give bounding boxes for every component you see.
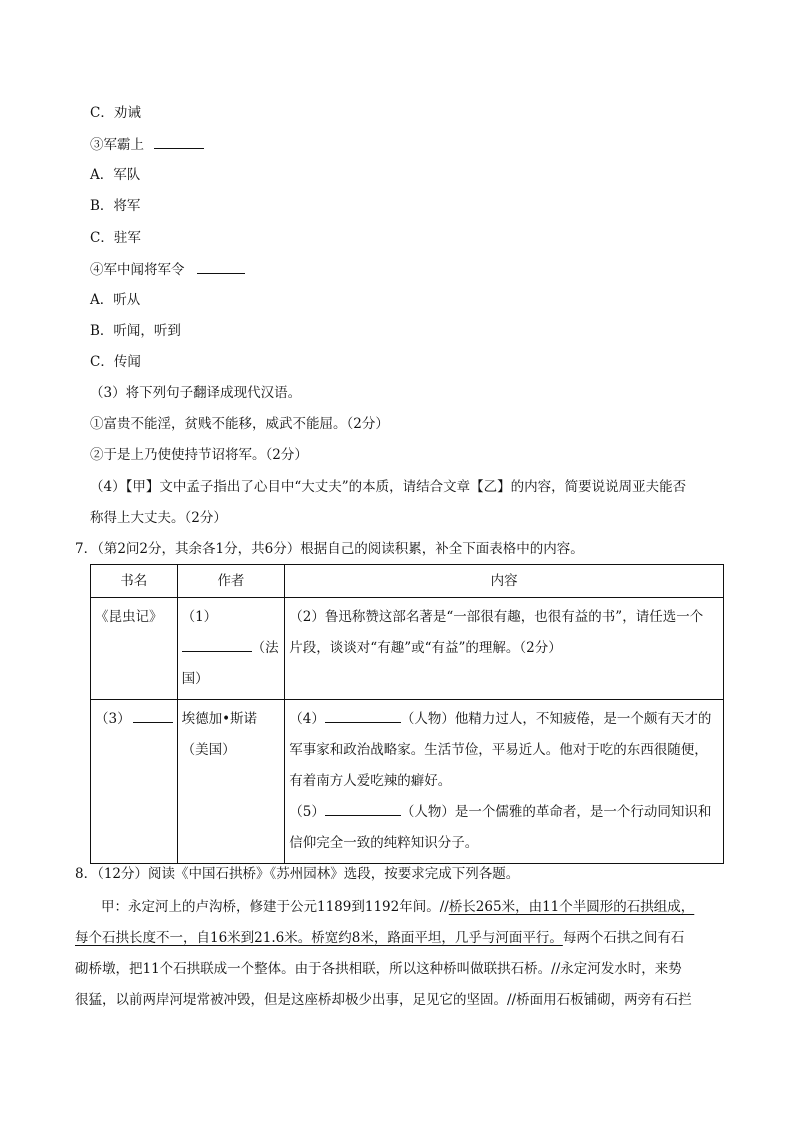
answer-blank[interactable]: [197, 259, 245, 274]
header-author: 作者: [177, 565, 285, 598]
q6-part3-title: （3）将下列句子翻译成现代汉语。: [90, 385, 302, 401]
q6-item-3-text: ③军霸上: [90, 137, 144, 153]
header-book: 书名: [91, 565, 178, 598]
author-name: 埃德加•斯诺: [181, 711, 258, 727]
q6-part4-line-1: （4）【甲】文中孟子指出了心目中“大丈夫”的本质，请结合文章【乙】的内容，简要说说周亚夫能否: [90, 479, 687, 495]
q6-item-4-option-b: B．听闻，听到: [90, 323, 181, 339]
content-cell: [285, 598, 724, 700]
content-line: [289, 797, 719, 828]
underlined-passage: 桥长265米，由11个半圆形的石拱组成，: [448, 899, 695, 915]
book-num: （3）: [95, 711, 131, 727]
content-line: （2）鲁迅称赞这部名著是“一部很有趣，也很有益的书”，请任选一个: [289, 609, 704, 625]
q8-passage-line: 很猛，以前两岸河堤常被冲毁，但是这座桥却极少出事，足见它的坚固。//桥面用石板铺砌，两旁有石拦: [75, 992, 692, 1008]
underlined-passage: 每个石拱长度不一，自16米到21.6米。桥宽约8米，路面平坦，几乎与河面平行。: [75, 930, 563, 946]
answer-blank[interactable]: [154, 134, 204, 149]
c4-num: （4）: [289, 711, 325, 727]
author-country-a: （法: [251, 640, 279, 656]
c4-rest: （人物）他精力过人，不知疲倦，是一个颇有天才的: [400, 711, 712, 727]
book-cell: [91, 598, 178, 700]
table-header-row: [91, 565, 724, 598]
q8-passage-line: 砌桥墩，把11个石拱联成一个整体。由于各拱相联，所以这种桥叫做联拱石桥。//永定河发水时，来势: [75, 961, 682, 977]
author-cell: [177, 598, 285, 700]
author-country: （美国）: [181, 742, 236, 758]
content-line: 片段，谈谈对“有趣”或“有益”的理解。（2分）: [289, 640, 562, 656]
q8-passage-line: [101, 897, 694, 917]
header-content: 内容: [285, 565, 724, 598]
q8-title: 8．（12分）阅读《中国石拱桥》《苏州园林》选段，按要求完成下列各题。: [75, 866, 520, 882]
content-line: 有着南方人爱吃辣的癖好。: [289, 773, 452, 789]
q6-part4-line-2: 称得上大丈夫。（2分）: [90, 510, 227, 526]
content-line: 信仰完全一致的纯粹知识分子。: [289, 835, 479, 851]
answer-blank[interactable]: [133, 708, 173, 723]
q6-item-3-option-a: A．军队: [90, 167, 141, 183]
q6-item-3-option-c: C．驻军: [90, 230, 141, 246]
c5-num: （5）: [289, 804, 325, 820]
author-num: （1）: [181, 609, 218, 625]
table-row: [91, 598, 724, 700]
q6-item-3-option-b: B．将军: [90, 198, 141, 214]
q8-passage-line: [75, 928, 684, 948]
table-row: [91, 700, 724, 864]
q7-title: 7．（第2问2分，其余各1分，共6分）根据自己的阅读积累，补全下面表格中的内容。: [75, 541, 584, 557]
q6-item-4: [90, 259, 245, 280]
author-blank-line: [182, 633, 281, 664]
answer-blank[interactable]: [182, 637, 252, 652]
content-line: [289, 704, 719, 735]
author-cell: [177, 700, 285, 864]
content-line: 军事家和政治战略家。生活节俭，平易近人。他对于吃的东西很随便，: [289, 742, 708, 758]
q6-option-c-2: C．劝诫: [90, 105, 141, 121]
book-blank-line: [95, 704, 173, 735]
book-cell: [91, 700, 178, 864]
answer-blank[interactable]: [325, 708, 401, 723]
book-title: 《昆虫记》: [95, 609, 163, 625]
q6-part3-sentence-1: ①富贵不能淫，贫贱不能移，威武不能屈。（2分）: [90, 416, 389, 432]
author-country-b: 国）: [181, 671, 209, 687]
reading-table: [90, 564, 724, 864]
q6-part3-sentence-2: ②于是上乃使使持节诏将军。（2分）: [90, 447, 308, 463]
q6-item-3: [90, 134, 204, 155]
passage-text: 甲：永定河上的卢沟桥，修建于公元1189到1192年间。//: [101, 899, 449, 915]
q6-item-4-option-c: C．传闻: [90, 354, 141, 370]
c5-rest: （人物）是一个儒雅的革命者，是一个行动同知识和: [400, 804, 712, 820]
answer-blank[interactable]: [325, 801, 401, 816]
q6-item-4-option-a: A．听从: [90, 292, 141, 308]
q6-item-4-text: ④军中闻将军令: [90, 262, 185, 278]
content-cell: [285, 700, 724, 864]
passage-text: 每两个石拱之间有石: [562, 930, 685, 946]
